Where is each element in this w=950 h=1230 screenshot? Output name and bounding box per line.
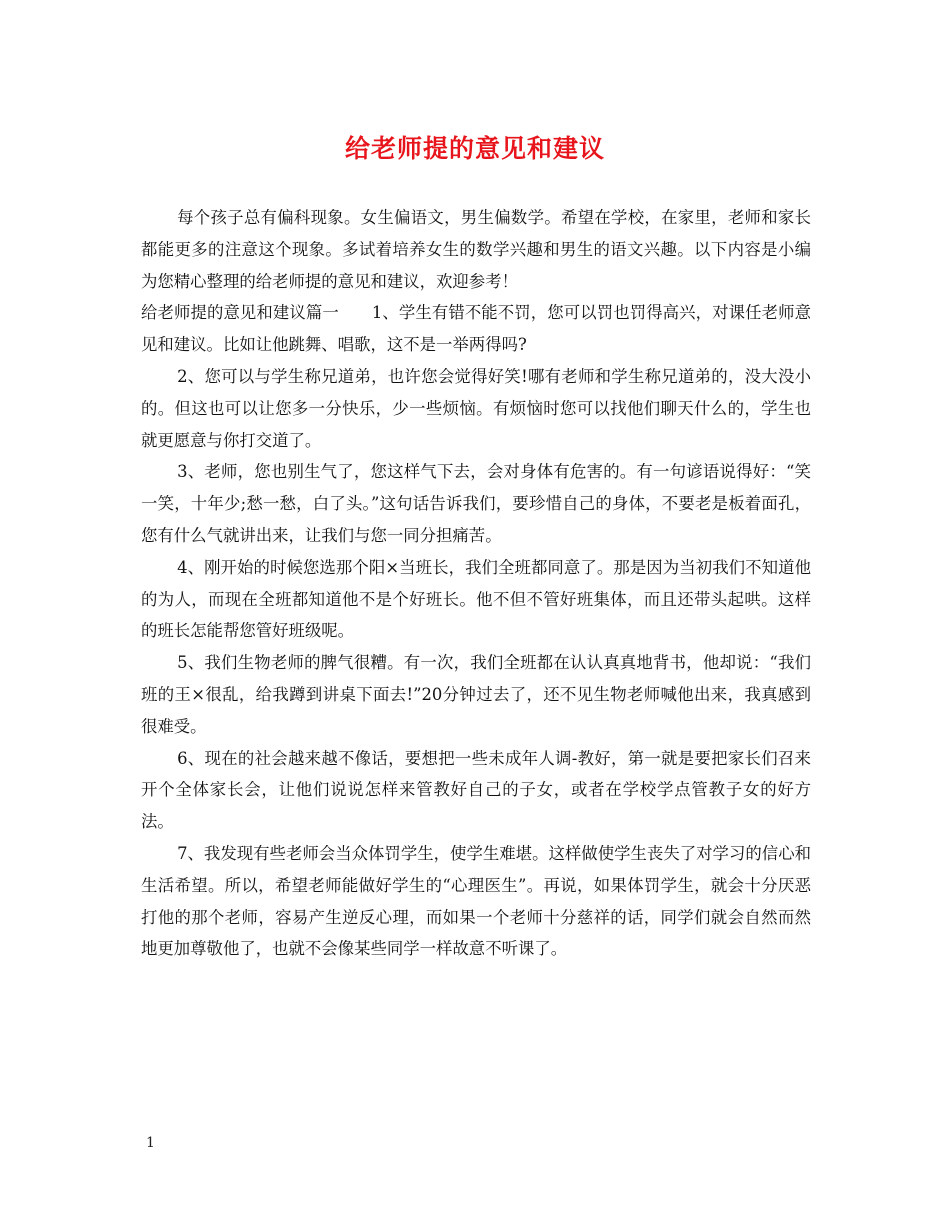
paragraph-item-3: 3、老师，您也别生气了，您这样气下去，会对身体有危害的。有一句谚语说得好：“笑一笑，十年少;愁一愁，白了头。”这句话告诉我们，要珍惜自己的身体，不要老是板着面孔，您有什么气就讲出来，让我们与您一同分担痛苦。: [141, 462, 811, 545]
document-body: [141, 202, 811, 965]
paragraph-item-7: 7、我发现有些老师会当众体罚学生，使学生难堪。这样做使学生丧失了对学习的信心和生活希望。所以，希望老师能做好学生的“心理医生”。再说，如果体罚学生，就会十分厌恶打他的那个老师，容易产生逆反心理，而如果一个老师十分慈祥的话，同学们就会自然而然地更加尊敬他了，也就不会像某些同学一样故意不听课了。: [141, 843, 811, 959]
paragraph-section-1-item-1: 给老师提的意见和建议篇一 1、学生有错不能不罚，您可以罚也罚得高兴，对课任老师意见和建议。比如让他跳舞、唱歌，这不是一举两得吗?: [141, 303, 811, 355]
paragraph-item-5: 5、我们生物老师的脾气很糟。有一次，我们全班都在认认真真地背书，他却说：“我们班的王×很乱，给我蹲到讲桌下面去!”20分钟过去了，还不见生物老师喊他出来，我真感到很难受。: [141, 653, 811, 736]
page-number: 1: [146, 1135, 155, 1151]
paragraph-item-6: 6、现在的社会越来越不像话，要想把一些未成年人调-教好，第一就是要把家长们召来开个全体家长会，让他们说说怎样来管教好自己的子女，或者在学校学点管教子女的好方法。: [141, 748, 811, 832]
paragraph-item-4: 4、刚开始的时候您选那个阳×当班长，我们全班都同意了。那是因为当初我们不知道他的为人，而现在全班都知道他不是个好班长。他不但不管好班集体，而且还带头起哄。这样的班长怎能帮您管好班级呢。: [141, 557, 811, 641]
paragraph-intro: 每个孩子总有偏科现象。女生偏语文，男生偏数学。希望在学校，在家里，老师和家长都能更多的注意这个现象。多试着培养女生的数学兴趣和男生的语文兴趣。以下内容是小编为您精心整理的给老师提的意见和建议，欢迎参考！: [141, 208, 811, 291]
paragraph-item-2: 2、您可以与学生称兄道弟，也许您会觉得好笑!哪有老师和学生称兄道弟的，没大没小的。但这也可以让您多一分快乐，少一些烦恼。有烦恼时您可以找他们聊天什么的，学生也就更愿意与你打交道了。: [141, 366, 811, 450]
document-title: 给老师提的意见和建议: [344, 134, 605, 163]
